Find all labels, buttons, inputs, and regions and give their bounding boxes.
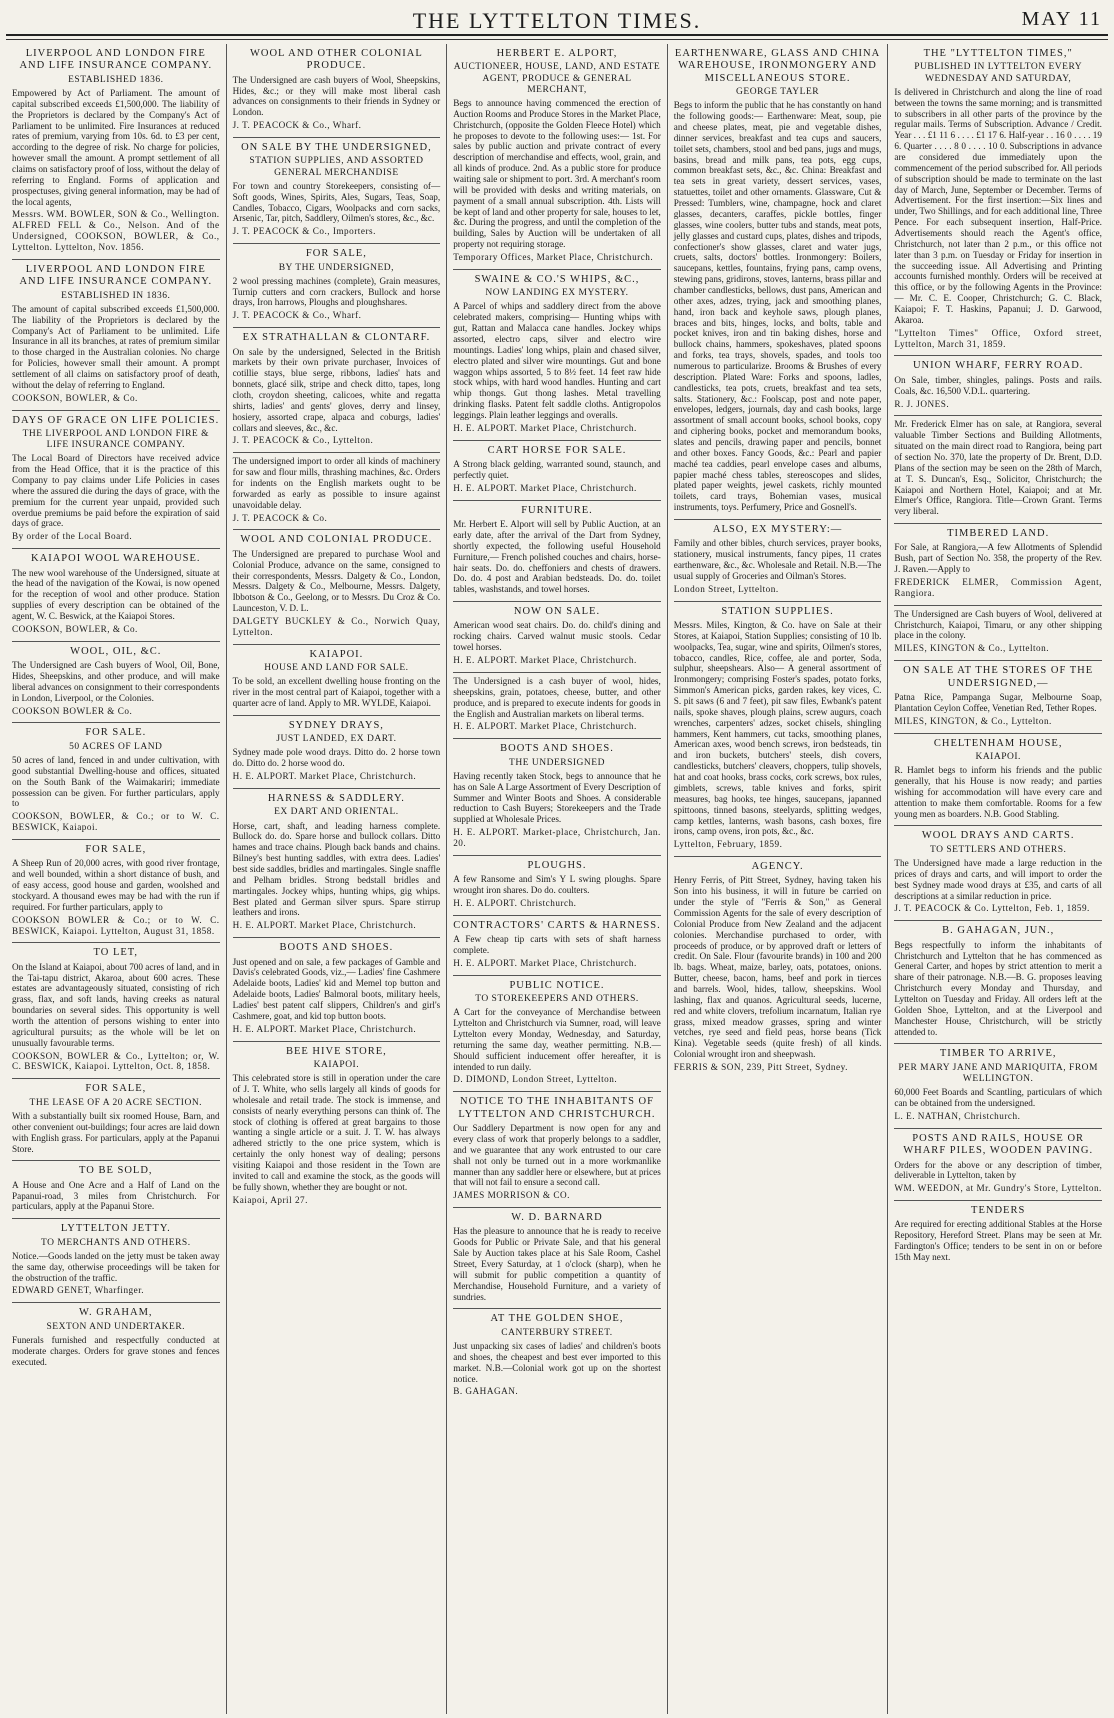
ad-body: With a substantially built six roomed House, Barn, and other convenient out-buildings; four acres are laid down with English grass. For particulars, apply at the Papanui Store. [12, 1110, 220, 1154]
advertisement [453, 1208, 661, 1309]
ad-signature: J. T. PEACOCK & Co. Lyttelton, Feb. 1, 1859. [894, 903, 1090, 914]
advertisement [453, 1309, 661, 1403]
ad-subheading: BY THE UNDERSIGNED, [278, 262, 395, 273]
advertisement [453, 739, 661, 856]
ad-body: 60,000 Feet Boards and Scantling, particulars of which can be obtained from the undersigned. [894, 1087, 1102, 1109]
ad-subheading: PER MARY JANE AND MARIQUITA, FROM WELLINGTON. [898, 1062, 1098, 1084]
ad-body: 2 wool pressing machines (complete), Grain measures, Turnip cutters and corn crackers, Bullock and horse drays, Iron harrows, Ploughs and ploughshares. [232, 275, 441, 308]
ad-heading: PUBLIC NOTICE. [509, 979, 605, 991]
ad-heading: PLOUGHS. [527, 859, 587, 871]
ad-signature: Kaiapoi, April 27. [232, 1194, 308, 1205]
advertisement [894, 734, 1102, 827]
ad-heading: UNION WHARF, FERRY ROAD. [912, 360, 1084, 372]
ad-heading: TO LET, [93, 947, 139, 959]
column-1 [6, 44, 226, 1714]
ad-body: A Cart for the conveyance of Merchandise between Lyttelton and Christchurch via Sumner, road, will leave Lyttelton every Monday, Wednesday, and Saturday, returning the same day, weather permitting. N.B.—Should sufficient inducement offer hereafter, it is intended to run daily. [453, 1007, 661, 1072]
ad-body: The amount of capital subscribed exceeds £1,500,000. The liability of the Proprietors is declared by the Company's Act of Parliament to be unlimited. Life Insurance in all its branches, at rates of premium similar to those charged in the Australian colonies. No charge for Policies, however small their amount. A prompt settlement of all claims on satisfactory proof of death, without the delay of referring to England. [12, 303, 220, 390]
ad-body: The Undersigned are Cash buyers of Wool, delivered at Christchurch, Kaiapoi, Timaru, or any other shipping place in the colony. [894, 608, 1102, 641]
ad-heading: FOR SALE, [85, 843, 147, 855]
advertisement [12, 840, 220, 943]
advertisement [453, 856, 661, 916]
ad-body: Notice.—Goods landed on the jetty must be taken away the same day, otherwise proceedings will be taken for the obstruction of the traffic. [12, 1250, 220, 1283]
advertisement [233, 645, 441, 716]
ad-signature: COOKSON, BOWLER, & Co.; or to W. C. BESWICK, Kaiapoi. [12, 811, 220, 833]
advertisement [674, 602, 882, 857]
ad-body: Horse, cart, shaft, and leading harness complete. Bullock do. do. Spare horse and bullock collars. Ditto hames and trace chains. Plough back bands and chains. Bilney's best hunting saddles, with extra dees. Ladies' best side saddles, bridles and martingales. Single snaffle and Pelham bridles. Strong bedstall bridles and martingales. Jockey whips, hunting whips, gig whips. Best plated and German silver spurs. Spare stirrup leathers and irons. [232, 820, 441, 918]
ad-heading: CHELTENHAM HOUSE, [933, 737, 1063, 749]
ad-heading: NOTICE TO THE INHABITANTS OF LYTTELTON AND CHRISTCHURCH. [458, 1096, 656, 1120]
ad-heading: B. GAHAGAN, JUN., [942, 925, 1055, 937]
ad-body: A few Ransome and Sim's Y L swing ploughs. Spare wrought iron shares. Do do. coulters. [453, 874, 661, 896]
ad-body: The new wool warehouse of the Undersigned, situate at the head of the navigation of the Kowai, is now opened for the reception of wool and other produce. Station supplies of every description can be obtained of the agent, W. C. Beswick, at the Kaiapoi Stores. [12, 567, 220, 621]
advertisement [894, 1044, 1102, 1128]
ad-heading: LYTTELTON JETTY. [60, 1223, 171, 1235]
ad-body: Just opened and on sale, a few packages of Gamble and Davis's celebrated Goods, viz.,— Ladies' fine Cashmere Adelaide boots, Ladies' kid and Memel top button and Adelaide boots, Ladies' Balmoral boots, military heels, Ladies' best patent calf slippers, Children's and girl's Cashmere, goat, and kid top button boots. [232, 956, 441, 1021]
ad-signature: H. E. ALPORT. Market Place, Christchurch. [453, 422, 637, 433]
ad-heading: FOR SALE. [85, 727, 147, 739]
ad-signature: J. T. PEACOCK & Co. [232, 512, 328, 523]
ad-subheading: JUST LANDED, EX DART. [276, 734, 397, 745]
ad-body: The Undersigned are Cash buyers of Wool, Oil, Bone, Hides, Sheepskins, and other produce, and will make liberal advances on consignment to their correspondents in London, Liverpool, or the Colonies. [12, 660, 220, 703]
ad-subheading: NOW LANDING EX MYSTERY. [485, 288, 629, 299]
ad-subheading: SEXTON AND UNDERTAKER. [46, 1321, 186, 1332]
ad-body: For Sale, at Rangiora,—A few Allotments of Splendid Bush, part of Section No. 358, the property of the Rev. J. Raven.—Apply to [894, 542, 1102, 575]
ad-subheading: THE UNDERSIGNED [509, 757, 605, 768]
ad-subheading: EX DART AND ORIENTAL. [274, 807, 399, 818]
ad-heading: TO BE SOLD, [79, 1165, 153, 1177]
ad-body: Patna Rice, Pampanga Sugar, Melbourne Soap, Plantation Ceylon Coffee, Venetian Red, Tether Ropes. [894, 691, 1102, 713]
ad-heading: LIVERPOOL AND LONDON FIRE AND LIFE INSURANCE COMPANY. [19, 48, 213, 72]
ad-body: Is delivered in Christchurch and along the line of road between the towns the same morning; and is transmitted to subscribers in all other parts of the province by the regular mails. Terms of Subscription. Advance / Credit. Year . . . £1 11 6 . . . . £1 17 6. Half-year . . 16 0 . . . . 19 6. Quarter . . . . 8 0 . . . . 10 0. Subscriptions in advance are considered due immediately upon the commencement of the period subscribed for. All periods of subscription should be made to terminate on the last day of March, June, September or December. Terms of Advertisement. For the first insertion:—Six lines and under, Two Shillings, and for each additional line, Three Pence. For each subsequent insertion, Half-Price. Advertisements should reach the Agent's office, Christchurch, not later than 2 p.m., or this office not later than 3 p.m. on Tuesday or Friday for insertion in the succeeding issue. All Advertising and Printing accounts furnished monthly. Orders will be received at this office, or by the following Agents in the Province:— Mr. C. E. Cooper, Christchurch; G. C. Black, Kaiapoi; F. T. Haskins, Papanui; J. D. Garwood, Akaroa. [894, 86, 1102, 325]
ad-body: Messrs. Miles, Kington, & Co. have on Sale at their Stores, at Kaiapoi, Station Supplies; consisting of 10 lb. woolpacks, Tea, sugar, wine and spirits, Oilmen's stores, tobacco, candles, Rice, coffee, ale and porter, Soda, sulphur, sheepshears. Also— A general assortment of Ironmongery; comprising Foster's spades, potato forks, Simmon's American picks, garden rakes, key vices, C. S. pit saws (6 and 7 feet), pit saw files, Ewbank's patent nails, spoke shaves, plough plains, screw augurs, coach wrenches, carpenters' adzes, socket chisels, shingling hammers, Kent hammers, cut tacks, smoothing planes, American axes, wood bench screws, iron bedsteads, tin and iron buckets, butchers' steels, dish covers, candlesticks, butchers' cleavers, choppers, tulip shovels, hat and coat hooks, brass cocks, cork screws, box rules, gimblets, screws, table knives and forks, spirit measures, bag hooks, tee hinges, saucepans, japanned spittoons, tinned basons, steelyards, splitting wedges, camp kettles, lanterns, wash basons, cash boxes, fire irons, camp ovens, iron pots, &c., &c. [673, 620, 882, 837]
ad-body: Family and other bibles, church services, prayer books, stationery, musical instruments, fancy pipes, 11 crates earthenware, &c., &c. Wholesale and Retail. N.B.—The usual supply of Groceries and Oilman's Stores. [673, 538, 882, 581]
ad-signature: D. DIMOND, London Street, Lyttelton. [453, 1074, 618, 1085]
ad-heading: AGENCY. [751, 861, 804, 873]
ad-heading: W. GRAHAM, [79, 1307, 153, 1319]
column-4 [667, 44, 888, 1714]
advertisement [453, 602, 661, 673]
ad-signature: J. T. PEACOCK & Co., Wharf. [232, 310, 362, 321]
ad-body: Begs respectfully to inform the inhabitants of Christchurch and Lyttelton that he has commenced as General Carter, and hopes by strict attention to merit a share of their patronage. N.B.—B. G. proposes leaving Christchurch every Monday and Thursday, and Lyttelton on Tuesday and Friday. All orders left at the Golden Shoe, Lyttelton, and at the Liverpool and Manchester House, Christchurch, will be strictly attended to. [894, 939, 1102, 1037]
ad-heading: FOR SALE, [305, 248, 367, 260]
advertisement [674, 44, 882, 520]
ad-signature: By order of the Local Board. [12, 531, 133, 542]
advertisement [12, 723, 220, 840]
advertisement [233, 789, 441, 938]
ad-signature: H. E. ALPORT. Market-place, Christchurch, Jan. 20. [453, 827, 661, 848]
ad-signature: MILES, KINGTON & Co., Lyttelton. [894, 643, 1050, 654]
ad-subheading: ESTABLISHED 1836. [68, 74, 164, 85]
advertisement [453, 501, 661, 602]
advertisement [894, 524, 1102, 606]
ad-signature: J. T. PEACOCK & Co., Importers. [232, 226, 376, 237]
advertisement [233, 938, 441, 1041]
ad-heading: KAIAPOI WOOL WAREHOUSE. [31, 553, 201, 565]
ad-body: Orders for the above or any description of timber, deliverable in Lyttelton, taken by [894, 1159, 1102, 1181]
advertisement [12, 1219, 220, 1303]
newspaper-columns [6, 44, 1108, 1714]
ad-subheading: 50 ACRES OF LAND [69, 741, 163, 752]
ad-heading: POSTS AND RAILS, HOUSE OR WHARF PILES, WOODEN PAVING. [903, 1132, 1094, 1157]
advertisement [894, 1201, 1102, 1269]
ad-signature: JAMES MORRISON & CO. [453, 1190, 570, 1201]
ad-body: The undersigned import to order all kinds of machinery for saw and flour mills, thrashing machines, &c. Orders for indents on the English markets ought to be forwarded as early as possible to insure against unavoidable delay. [232, 456, 441, 510]
ad-subheading: AUCTIONEER, HOUSE, LAND, AND ESTATE AGENT, PRODUCE & GENERAL MERCHANT, [453, 62, 661, 95]
ad-body: Has the pleasure to announce that he is ready to receive Goods for Public or Private Sale, and that his general Sale by Auction takes place at his Sale Room, Cashel Street, Every Saturday, at 1 o'clock (sharp), when he will submit for public competition a quantity of Merchandise, Household Furniture, and a variety of sundries. [453, 1226, 661, 1302]
ad-signature: R. J. JONES. [894, 398, 950, 409]
ad-heading: CONTRACTORS' CARTS & HARNESS. [453, 919, 661, 931]
ad-body: Begs to announce having commenced the erection of Auction Rooms and Produce Stores in the Market Place, Christchurch, (opposite the Golden Fleece Hotel) which he proposes to devote to the following uses:— 1st. For sales by public auction and private contract of every description of merchandise and effects, wool, grain, and all kinds of produce. 2nd. As a public store for produce waiting sale or shipment to port. 3rd. A merchant's room will be provided with desks and writing materials, on payment of a small annual subscription. 4th. Lists will be kept of land and other property for sale, houses to let, &c. During the progress, and until the completion of the building, Sales by Auction will be undertaken of all property not requiring storage. [453, 97, 661, 250]
ad-heading: WOOL AND COLONIAL PRODUCE. [240, 534, 433, 546]
advertisement [453, 1092, 661, 1208]
advertisement [453, 441, 661, 501]
ad-body: Sydney made pole wood drays. Ditto do. 2 horse town do. Ditto do. 2 horse wood do. [232, 747, 441, 769]
ad-heading: NOW ON SALE. [513, 606, 601, 618]
ad-signature: COOKSON, BOWLER & Co., Lyttelton; or, W. C. BESWICK, Kaiapoi. Lyttelton, Oct. 8, 1858. [12, 1050, 220, 1072]
ad-heading: STATION SUPPLIES. [721, 605, 834, 617]
advertisement [233, 44, 441, 138]
advertisement [233, 530, 441, 644]
ad-body: The Undersigned is a cash buyer of wool, hides, sheepskins, grain, potatoes, cheese, butter, and other produce, and is prepared to execute indents for goods in the English and Australian markets on liberal terms. [453, 675, 661, 719]
ad-heading: FURNITURE. [521, 504, 593, 516]
advertisement [12, 1079, 220, 1161]
advertisement [233, 716, 441, 789]
ad-subheading: GEORGE TAYLER [736, 87, 820, 98]
ad-body: R. Hamlet begs to inform his friends and the public generally, that his House is now ready; and parties wishing for accommodation will have every care and attention to make them comfortable. Rooms for a few young men as boarders. N.B. Good Stabling. [894, 765, 1102, 819]
advertisement [453, 270, 661, 441]
ad-body: Funerals furnished and respectfully conducted at moderate charges. Orders for grave stones and fences executed. [12, 1334, 220, 1367]
ad-signature: COOKSON, BOWLER, & Co. [12, 623, 138, 634]
ad-heading: SYDNEY DRAYS, [288, 719, 384, 731]
ad-subheading: KAIAPOI. [975, 751, 1021, 762]
advertisement [233, 453, 441, 530]
advertisement [233, 328, 441, 453]
ad-body: Are required for erecting additional Stables at the Horse Repository, Hereford Street. Plans may be seen at Mr. Fardington's Office; tenders to be sent in on or before 15th May next. [894, 1219, 1102, 1263]
ad-subheading: TO MERCHANTS AND OTHERS. [41, 1237, 191, 1248]
ad-signature: H. E. ALPORT. Market Place, Christchurch. [453, 957, 637, 968]
ad-body: A Few cheap tip carts with sets of shaft harness complete. [453, 934, 661, 955]
ad-body: The Undersigned are cash buyers of Wool, Sheepskins, Hides, &c.; or they will make most liberal cash advances on consignments to their friends in Sydney or London. [232, 74, 441, 118]
advertisement [894, 661, 1102, 733]
ad-heading: WOOL, OIL, &C. [70, 645, 162, 657]
advertisement [12, 411, 220, 550]
ad-heading: TIMBERED LAND. [947, 528, 1050, 540]
newspaper-title: THE LYTTELTON TIMES. [412, 8, 702, 33]
ad-subheading: ESTABLISHED IN 1836. [61, 290, 171, 301]
advertisement [453, 916, 661, 976]
ad-heading: ALSO, EX MYSTERY:— [712, 523, 843, 535]
column-5 [887, 44, 1108, 1714]
advertisement [894, 826, 1102, 921]
ad-subheading: KAIAPOI. [313, 1059, 360, 1070]
ad-signature: London Street, Lyttelton. [673, 583, 779, 594]
ad-body: For town and country Storekeepers, consisting of— Soft goods, Wines, Spirits, Ales, Sugars, Teas, Soap, Candles, Tobacco, Cigars, Woolpacks and corn sacks, Arsenic, Tar, pitch, Saddlery, Oilmen's stores, &c., &c. [232, 180, 441, 224]
advertisement [674, 520, 882, 602]
ad-heading: LIVERPOOL AND LONDON FIRE AND LIFE INSURANCE COMPANY. [19, 263, 213, 288]
advertisement [894, 356, 1102, 416]
ad-subheading: STATION SUPPLIES, AND ASSORTED GENERAL MERCHANDISE [249, 156, 424, 178]
ad-body: A Strong black gelding, warranted sound, staunch, and perfectly quiet. [453, 459, 661, 480]
ad-body: This celebrated store is still in operation under the care of J. T. White, who sells largely all kinds of goods for wholesale and retail trade. The stock is immense, and consists of nearly everything persons can think of. The stock of clothing is offered at great bargains to those wanting a single article or a suit. J. T. W. has always adhered strictly to the one price system, which is certainly the only honest way of dealing; persons visiting Kaiapoi and those resident in the Town are invited to call and examine the stock, as the goods will be fully shown, whether they are bought or not. [232, 1073, 441, 1192]
ad-signature: COOKSON BOWLER & Co.; or to W. C. BESWICK, Kaiapoi. Lyttelton, August 31, 1858. [12, 914, 220, 936]
ad-heading: SWAINE & CO.'S WHIPS, &C., [474, 273, 640, 285]
ad-heading: ON SALE AT THE STORES OF THE UNDERSIGNED,— [903, 665, 1094, 689]
advertisement [233, 244, 441, 328]
ad-signature: B. GAHAGAN. [453, 1386, 519, 1397]
advertisement [453, 44, 661, 270]
advertisement [12, 1303, 220, 1373]
ad-signature: WM. WEEDON, at Mr. Gundry's Store, Lyttelton. [894, 1183, 1102, 1194]
ad-body: A House and One Acre and a Half of Land on the Papanui-road, 3 miles from Christchurch. For particulars, apply at the Papanui Store. [12, 1179, 220, 1212]
ad-heading: KAIAPOI. [309, 648, 364, 660]
ad-heading: EX STRATHALLAN & CLONTARF. [242, 332, 431, 344]
ad-body: 50 acres of land, fenced in and under cultivation, with good substantial Dwelling-house and offices, situated on the South Bank of the Waimakariri; immediate possession can be given. For further particulars, apply to [12, 754, 220, 809]
advertisement [12, 642, 220, 724]
ad-body: On sale by the undersigned, Selected in the British markets by their own private purchaser, Invoices of cotillie stays, blue serge, ribbons, ladies' hats and bonnets, glacé silk, stripe and check ditto, tapes, long cloth, croydon sheeting, calicoes, white and regatta shirts, ladies' and gents' gloves, derry and linsey, hosiery, assorted crape, alpaca and coburgs, ladies' collars and sleeves, &c., &c. [232, 346, 441, 433]
ad-heading: THE "LYTTELTON TIMES," [923, 48, 1073, 59]
ad-heading: FOR SALE, [85, 1083, 147, 1095]
ad-body: Our Saddlery Department is now open for any and every class of work that properly belongs to a saddler, and we guarantee that any work entrusted to our care shall not only be turned out in a more workmanlike manner than any saddler here or elsewhere, but at prices that will not fail to ensure a second call. [453, 1123, 661, 1188]
ad-heading: DAYS OF GRACE ON LIFE POLICIES. [12, 414, 220, 426]
ad-signature: FERRIS & SON, 239, Pitt Street, Sydney. [673, 1062, 848, 1073]
ad-body: Empowered by Act of Parliament. The amount of capital subscribed exceeds £1,500,000. The liability of the Proprietors is declared by the Company's Act of Parliament to be unlimited. Fire Insurances at reduced rates of premium, varying from 10s. 6d. to £3 per cent, according to the degree of risk. No charge for policies, however small the amount. A prompt settlement of all claims on satisfactory proof of loss, without the delay of referring to England. Forms of application and prospectuses, giving general information, may be had of the local agents, [12, 87, 220, 207]
ad-heading: CART HORSE FOR SALE. [487, 444, 627, 456]
ad-signature: H. E. ALPORT. Market Place, Christchurch. [232, 920, 417, 931]
advertisement [894, 416, 1102, 524]
ad-subheading: HOUSE AND LAND FOR SALE. [264, 663, 409, 674]
ad-signature: H. E. ALPORT. Market Place, Christchurch. [232, 1023, 417, 1034]
advertisement [894, 1129, 1102, 1201]
ad-signature: COOKSON BOWLER & Co. [12, 705, 133, 716]
advertisement [894, 44, 1102, 356]
advertisement [12, 44, 220, 260]
ad-body: Having recently taken Stock, begs to announce that he has on Sale A Large Assortment of Every Description of Summer and Winter Boots and Shoes. A considerable reduction to Cash Buyers; Storekeepers and the Trade supplied at Wholesale Prices. [453, 770, 661, 825]
ad-signature: EDWARD GENET, Wharfinger. [12, 1285, 145, 1296]
advertisement [233, 1042, 441, 1212]
ad-signature: MILES, KINGTON, & Co., Lyttelton. [894, 715, 1052, 726]
ad-signature: H. E. ALPORT. Christchurch. [453, 897, 577, 908]
ad-body: Mr. Frederick Elmer has on sale, at Rangiora, several valuable Timber Sections and Building Allotments, situated on the main direct road to Rangiora, being part of section No. 370, late the property of Dr. Brent, D.D. Plans of the section may be seen on the 28th of March, at T. S. Duncan's, Esq., Solicitor, Christchurch; the Kaiapoi and Northern Hotel, Kaiapoi; and at Mr. Elmer's Office, Rangiora. Title—Crown Grant. Terms very liberal. [894, 419, 1102, 517]
ad-subheading: THE LEASE OF A 20 ACRE SECTION. [29, 1097, 203, 1108]
column-2 [226, 44, 447, 1714]
ad-heading: TENDERS [971, 1205, 1026, 1217]
ad-signature: J. T. PEACOCK & Co., Wharf. [232, 120, 362, 131]
ad-heading: TIMBER TO ARRIVE, [939, 1048, 1057, 1060]
masthead-rule [6, 36, 1108, 40]
advertisement [453, 976, 661, 1093]
ad-signature: DALGETY BUCKLEY & Co., Norwich Quay, Lyttelton. [232, 615, 441, 637]
advertisement [12, 1161, 220, 1219]
ad-body: The Undersigned have made a large reduction in the prices of drays and carts, and will import to order the best Sydney made wood drays at £35, and carts of all descriptions at a similar reduction in price. [894, 857, 1102, 901]
ad-heading: HARNESS & SADDLERY. [267, 792, 405, 804]
ad-subheading: TO STOREKEEPERS AND OTHERS. [475, 994, 639, 1005]
ad-signature: Temporary Offices, Market Place, Christchurch. [453, 252, 654, 263]
ad-signature: H. E. ALPORT. Market Place, Christchurch. [232, 771, 417, 782]
advertisement [894, 921, 1102, 1044]
ad-body: On Sale, timber, shingles, palings. Posts and rails. Coals, &c. 16,500 V.D.L. quartering. [894, 374, 1102, 396]
ad-body: The Undersigned are prepared to purchase Wool and Colonial Produce, advance on the same, consigned to their correspondents, Messrs. Dalgety & Co., London, Messrs. Dalgety & Co., Melbourne, Messrs. Dalgety, Ibbotson & Co., Geelong, or to Messrs. Du Croz & Co. Launceston, V. D. L. [232, 548, 441, 614]
issue-date: MAY 11 [1021, 8, 1102, 30]
ad-signature: H. E. ALPORT. Market Place, Christchurch. [453, 655, 637, 666]
ad-heading: AT THE GOLDEN SHOE, [490, 1313, 624, 1325]
ad-heading: W. D. BARNARD [511, 1212, 603, 1224]
ad-body: On the Island at Kaiapoi, about 700 acres of land, and in the Tai-tapu district, Akaroa, about 600 acres. These estates are advantageously situated, consisting of rich grass, flax, and soft lands, having creeks as natural boundaries on several sides. This opportunity is well worth the attention of persons wishing to enter into agricultural pursuits; as the whole will be let on unusually favourable terms. [12, 961, 220, 1048]
ad-heading: ON SALE BY THE UNDERSIGNED, [241, 142, 432, 154]
ad-subheading: PUBLISHED IN LYTTELTON EVERY WEDNESDAY AND SATURDAY, [914, 62, 1083, 84]
ad-heading: BOOTS AND SHOES. [279, 942, 394, 954]
advertisement [12, 260, 220, 411]
advertisement [12, 943, 220, 1079]
ad-body: Mr. Herbert E. Alport will sell by Public Auction, at an early date, after the arrival of the Dart from Sydney, shortly expected, the following useful Household Furniture,— French polished couches and chairs, horse-hair seats. Do. do. cheffoniers and chests of drawers. Do. do. 4 post and Arabian bedsteads. Do. do. toilet tables, washstands, and towel horses. [453, 519, 661, 595]
advertisement [12, 549, 220, 642]
ad-heading: EARTHENWARE, GLASS AND CHINA WAREHOUSE, IRONMONGERY AND MISCELLANEOUS STORE. [674, 48, 881, 84]
ad-body: A Sheep Run of 20,000 acres, with good river frontage, and well bounded, within a short distance of bush, and of easy access, good house and garden, woolshed and stockyard. A thousand ewes may be had with the run if required. For further particulars, apply to [12, 858, 220, 912]
advertisement [674, 857, 882, 1079]
ad-body: To be sold, an excellent dwelling house fronting on the river in the most central part of Kaiapoi, together with a quarter acre of land. Apply to MR. WYLDE, Kaiapoi. [232, 676, 441, 708]
ad-subheading: THE LIVERPOOL AND LONDON FIRE & LIFE INSURANCE COMPANY. [22, 428, 209, 451]
ad-body: The Local Board of Directors have received advice from the Head Office, that it is the practice of this Company to pay claims under Life Policies in cases where the assured die during the days of grace, with the premium for the current year unpaid, provided such overdue premiums be paid before the expiration of said days of grace. [12, 453, 220, 529]
ad-subheading: CANTERBURY STREET. [501, 1327, 613, 1338]
ad-signature: H. E. ALPORT. Market Place, Christchurch. [453, 482, 637, 493]
ad-heading: HERBERT E. ALPORT, [496, 48, 618, 59]
ad-heading: BOOTS AND SHOES. [500, 743, 614, 755]
ad-heading: BEE HIVE STORE, [285, 1045, 387, 1057]
ad-signature: H. E. ALPORT. Market Place, Christchurch. [453, 721, 637, 732]
column-3 [446, 44, 667, 1714]
ad-signature: "Lyttelton Times" Office, Oxford street, Lyttelton, March 31, 1859. [894, 327, 1102, 349]
ad-signature: COOKSON, BOWLER, & Co. [12, 392, 138, 403]
ad-heading: WOOL DRAYS AND CARTS. [921, 830, 1075, 842]
ad-body: Henry Ferris, of Pitt Street, Sydney, having taken his Son into his business, it will in future be carried on under the style of "Ferris & Son," as General Commission Agents for the sale of every description of Colonial Produce from New Zealand and the adjacent colonies. Merchandise purchased to order, with proceeds of produce, or by approved draft or letters of credit. On Sale. Flour (favourite brands) in 100 and 200 lb. bags. Wheat, maize, barley, oats, potatoes, onions. Butter, cheese, bacon, hams, beef and pork in tierces and barrels. Wool, hides, tallow, sheepskins. Wool lashing, flax and quanos. Agricultural seeds, lucerne, red and white clovers, trefolium incarnatum, Italian rye grass, mixed meadow grasses, spring and winter vetches, rye seed and field peas, horse beans (Tick Kina). Vegetable seeds (quite fresh) of all kinds. Colonial wrought iron and sheepwash. [673, 875, 882, 1060]
ad-body: American wood seat chairs. Do. do. child's dining and rocking chairs. Carved walnut music stools. Cedar towel horses. [453, 620, 661, 653]
advertisement [894, 606, 1102, 661]
ad-body: A Parcel of whips and saddlery direct from the above celebrated makers, comprising— Hunting whips with gut, Rattan and Malacca cane handles. Jockey whips assorted, electro caps, silver and electro wire mountings. Ladies' long whips, plain and chased silver, electro plated and silver wire mountings. Gut and bone waggon whips assorted, 5 to 8½ feet. 14 feet raw hide stock whips, with hard wood handles. Hunting and cart whip thongs. Gut thong lashes. Metal travelling drinking flasks. Patent felt saddle cloths. Antigropolos leggings. Plain leather leggings and overalls. [453, 301, 661, 421]
ad-subheading: TO SETTLERS AND OTHERS. [929, 844, 1067, 855]
masthead [6, 0, 1108, 36]
ad-signature: L. E. NATHAN, Christchurch. [894, 1110, 1021, 1121]
ad-heading: WOOL AND OTHER COLONIAL PRODUCE. [249, 48, 423, 72]
ad-signature: FREDERICK ELMER, Commission Agent, Rangiora. [894, 577, 1102, 598]
ad-signature: Lyttelton, February, 1859. [673, 839, 783, 850]
advertisement [233, 138, 441, 244]
ad-body: Begs to inform the public that he has constantly on hand the following goods:— Earthenware: Meat, soup, pie and cheese plates, meat, pie and vegetable dishes, dinner services, breakfast and tea cups and saucers, toilet sets, chambers, stool and bed pans, jugs and mugs, basins, bread and milk pans, tea pots, egg cups, common breakfast sets, &c., &c. China: Breakfast and tea sets in great variety, dessert services, vases, statuettes, toilet and other ornaments. Glassware, Cut & Pressed: Tumblers, wine, champagne, hock and claret glasses, decanters, caraffes, pickle bottles, finger glasses, wine coolers, butter tubs and stands, meat pots, jelly glasses and custard cups, plates, dishes and tripods, confectioner's show glasses, claret and water jugs, cruets, salts, doctors' bottles. Ironmongery: Boilers, saucepans, kettles, fountains, frying pans, camp ovens, stewing pans, gridirons, stoves, lanterns, brass pillar and chamber candlesticks, bellows, dust pans, American and other axes, adzes, trying, jack and smoothing planes, hand, iron back and keyhole saws, plough planes, braces and bits, hinges, locks, and bolts, table and pocket knives, iron and tin baking dishes, horse and bullock chains, hammers, spokeshaves, plated spoons and forks, tea trays, shovels, spades, and tools too numerous to particularize. Brooms & Brushes of every description. Plated Ware: Forks and spoons, ladles, candlesticks, tea pots, cruets, breakfast and tea sets, salts. Stationery, &c.: Foolscap, post and note paper, envelopes, ledgers, journals, day and cash books, large assortment of small account books, school books, copy and ciphering books, pocket and memorandum books, slates and pencils, drawing paper and pencils, bonnet and other boxes. Fancy Goods, &c.: Pearl and papier maché tea caddies, pearl envelope cases and albums, papier maché chess tables, stereoscopes and slides, plated paper weights, jewel caskets, richly mounted toilets, card trays, Bohemian vases, musical instruments, toys. Perfumery, Price and Gosnell's. [673, 100, 882, 513]
advertisement [453, 673, 661, 739]
ad-signature: Messrs. WM. BOWLER, SON & Co., Wellington. ALFRED FELL & Co., Nelson. And of the Undersigned, COOKSON, BOWLER, & Co., Lyttelton. Lyttelton, Nov. 1856. [12, 209, 220, 252]
ad-signature: J. T. PEACOCK & Co., Lyttelton. [232, 435, 374, 446]
ad-body: Just unpacking six cases of ladies' and children's boots and shoes, the cheapest and best ever imported to this market. N.B.—Colonial work got up on the shortest notice. [453, 1341, 661, 1384]
